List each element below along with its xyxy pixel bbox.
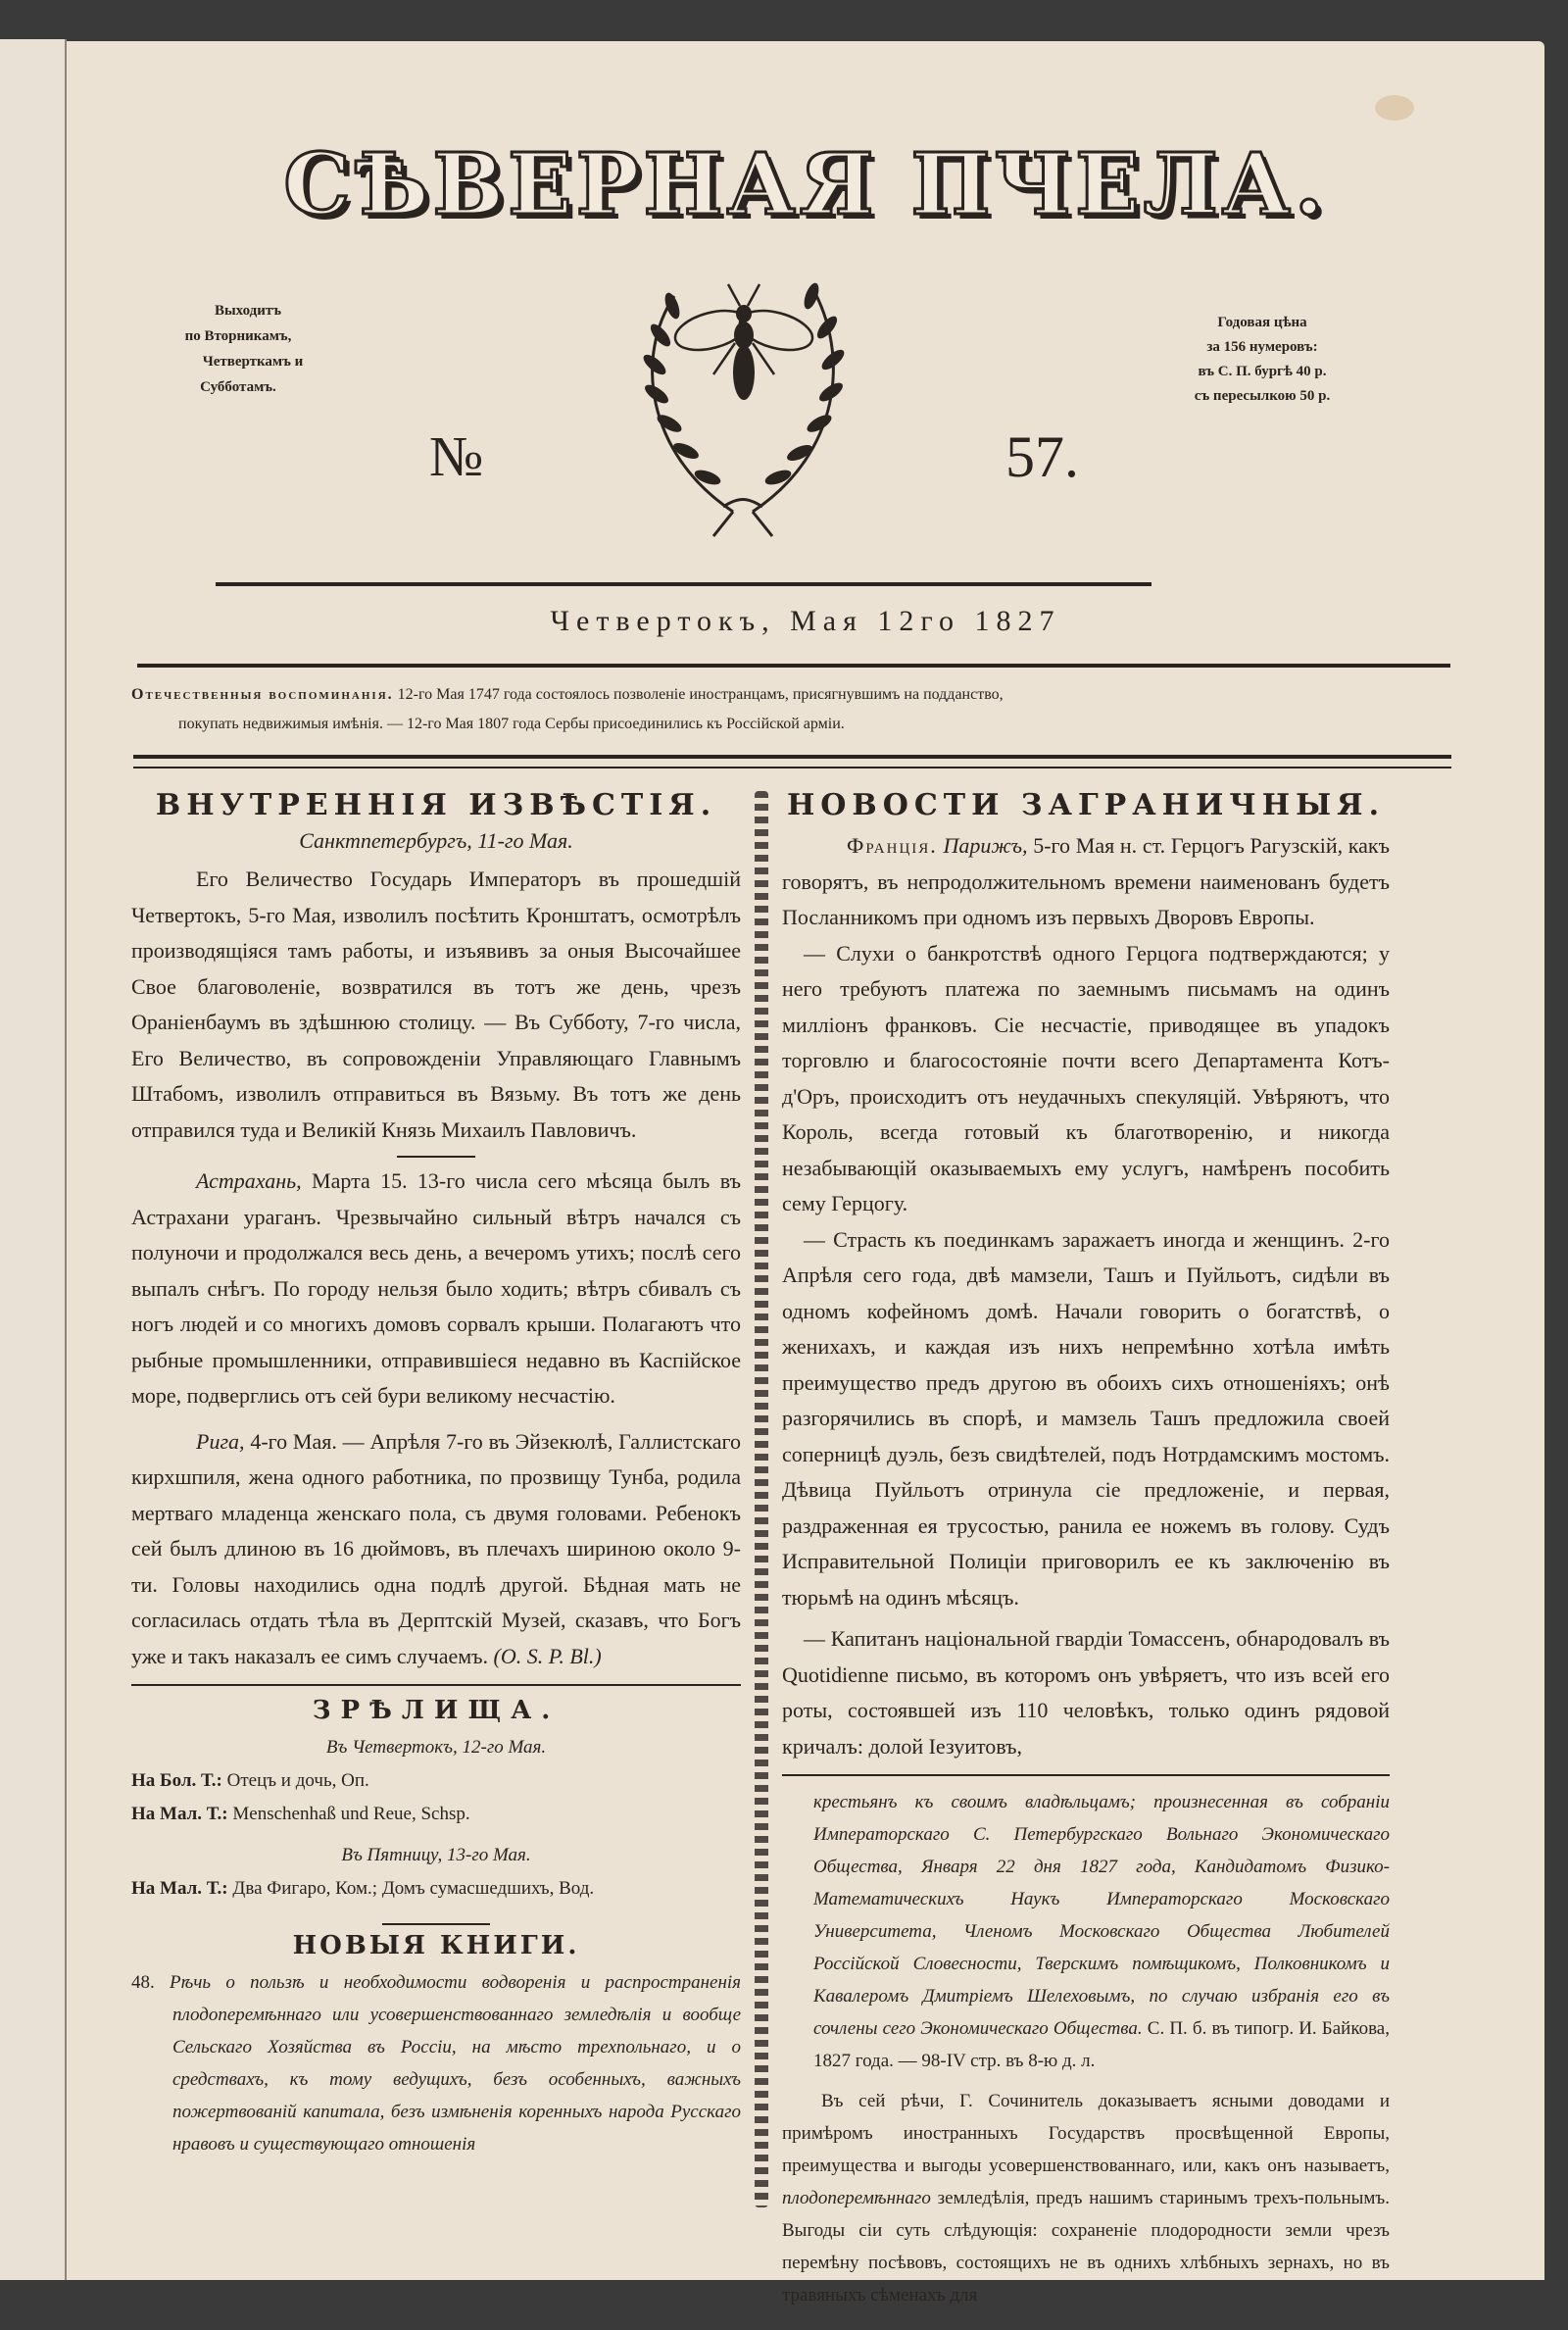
book-entry-title: Рѣчь о пользѣ и необходимости водворенія и распространенія плодоперемѣннаго или усовершенствованнаго земледѣлія и вообще Сельскаго Хозяйства въ Россіи, на мѣсто трехпольнаго, и о средствахъ, къ тому ведущихъ, безъ особенныхъ, важныхъ пожертвованій капитала, безъ измѣненія коренныхъ народа Русскаго нравовъ и существующаго отношенія [170, 1972, 742, 2155]
theatre-venue: На Мал. Т.: [131, 1878, 228, 1899]
book-entry-title: крестьянъ къ своимъ владѣльцамъ; произнесенная въ собраніи Императорскаго С. Петербургскаго Вольнаго Экономическаго Общества, Января 22 дня 1827 года, Кандидатомъ Физико-Математическихъ Наукъ Императорскаго Московскаго Университета, Членомъ Московскаго Общества Любителей Россійской Словесности, Тверскимъ помѣщикомъ, Полковникомъ и Кавалеромъ Дмитріемъ Шелеховымъ, по случаю избранія его въ сочлены сего Экономическаго Общества. [813, 1792, 1390, 2039]
article-text: 5-го Мая н. ст. Герцогъ Рагузскій, какъ говорятъ, въ непродолжительномъ времени наименованъ будетъ Посланникомъ при одномъ изъ первыхъ Дворовъ Европы. [782, 833, 1390, 929]
price-line: въ С. П. бургѣ 40 р. [1198, 364, 1327, 379]
article-paragraph: — Слухи о банкротствѣ одного Герцога подтверждаются; у него требуютъ платежа по заемнымъ письмамъ на одинъ милліонъ франковъ. Сіе несчастіе, приводящее въ упадокъ торговлю и благосостояніе почти всего Департамента Котъ-д'Оръ, происходитъ отъ неудачныхъ спекуляцій. Увѣряютъ, что Король, всегда готовый къ благотворенію, и никогда незабывающій оказываемыхъ ему услугъ, намѣренъ пособить сему Герцогу. [782, 940, 1390, 1215]
book-review [782, 2085, 1390, 2311]
section-separator [382, 1923, 490, 1925]
dateline-rule [137, 664, 1450, 668]
schedule-line: Субботамъ. [200, 379, 276, 395]
theatre-venue: На Мал. Т.: [131, 1804, 228, 1824]
price-line: за 156 нумеровъ: [1206, 339, 1318, 355]
newspaper-page [67, 41, 1544, 2305]
paper-stain [1375, 95, 1414, 121]
section-rule [131, 1684, 741, 1686]
anniversaries-line1: 12-го Мая 1747 года состоялось позволеніе иностранцамъ, присягнувшимъ на подданство, [397, 686, 1004, 703]
anniversaries-label: Отечественныя воспоминанія. [131, 686, 394, 703]
new-books-heading: НОВЫЯ КНИГИ. [292, 1931, 580, 1960]
theatre-plays: Отецъ и дочь, Оп. [226, 1770, 369, 1791]
schedule-line: Четверткамъ и [202, 354, 304, 370]
article-place: Рига, [196, 1428, 245, 1454]
article-paragraph: Его Величество Государь Императоръ въ прошедшій Четвертокъ, 5-го Мая, изволилъ посѣтить Кронштатъ, осмотрѣлъ производящіяся тамъ работы, и изъявивъ за оныя Высочайшее Свое благоволеніе, возвратился въ тотъ же день, чрезъ Ораніенбаумъ въ здѣшнюю столицу. — Въ Субботу, 7-го числа, Его Величество, въ сопровожденіи Управляющаго Главнымъ Штабомъ, изволилъ отправиться въ Вязьму. Въ тотъ же день отправился туда и Великій Князь Михаилъ Павловичъ. [131, 867, 741, 1142]
article-paragraph [131, 1164, 741, 1414]
column-divider [755, 791, 768, 2207]
numero-sign: № [429, 424, 484, 488]
article-text: 4-го Мая. — Апрѣля 7-го въ Эйзекюлѣ, Галлистскаго кирхшпиля, жена одного работника, по прозвищу Тунба, родила мертваго младенца женскаго пола, съ двумя головами. Ребенокъ сей былъ длиною въ 16 дюймовъ, въ плечахъ шириною около 9-ти. Головы находились одна подлѣ другой. Бѣдная мать не согласилась отдать тѣла въ Дерптскій Музей, сказавъ, что Богъ уже и такъ наказалъ ее симъ случаемъ. [131, 1428, 741, 1668]
section-rule [782, 1774, 1390, 1776]
price-line: Годовая цѣна [1217, 315, 1307, 330]
review-text: Въ сей рѣчи, Г. Сочинитель доказываетъ ясными доводами и примѣромъ иностранныхъ Государствъ просвѣщенной Европы, преимущества и выгоды усовершенствованнаго, или, какъ онъ называетъ, [782, 2091, 1390, 2176]
schedule-line: по Вторникамъ, [184, 328, 292, 344]
masthead-title: СѢВЕРНАЯ ПЧЕЛА. [283, 135, 1328, 234]
article-place: Парижъ, [937, 833, 1028, 858]
theatre-plays: Menschenhaß und Reue, Schsp. [232, 1804, 470, 1824]
book-entry [131, 1966, 741, 2160]
adjacent-page-edge [0, 39, 67, 2280]
theatre-listing [131, 1798, 741, 1831]
bee-wreath-icon [576, 267, 909, 541]
review-term: плодоперемѣннаго [782, 2188, 931, 2208]
article-country: Франція. [847, 833, 938, 858]
theatre-listing [131, 1764, 741, 1798]
issue-number: 57. [1005, 424, 1079, 489]
theatre-plays: Два Фигаро, Ком.; Домъ сумасшедшихъ, Вод. [232, 1878, 595, 1899]
article-paragraph [782, 828, 1390, 936]
price-line: съ пересылкою 50 р. [1194, 388, 1331, 404]
article-paragraph: — Капитанъ національной гвардіи Томассенъ, обнародовалъ въ Quotidienne письмо, въ которомъ онъ увѣряетъ, что изъ всей его роты, состоявшей изъ 110 человѣкъ, только одинъ рядовой кричалъ: долой Іезуитовъ, [782, 1626, 1390, 1759]
masthead-rule [216, 582, 1152, 586]
schedule-line: Выходитъ [214, 303, 282, 319]
article-paragraph: — Страсть къ поединкамъ заражаетъ иногда и женщинъ. 2-го Апрѣля сего года, двѣ мамзели, Ташъ и Пуйльотъ, сидѣли въ одномъ кофейномъ домѣ. Начали говорить о богатствѣ, о женихахъ, и каждая изъ нихъ непремѣнно хотѣла имѣть преимущество предъ другою въ обоихъ сихъ отношеніяхъ; онѣ разгорячились въ спорѣ, и мамзель Ташъ предложила своей соперницѣ дуэль, безъ свидѣтелей, подъ Нотрдамскимъ мостомъ. Дѣвица Пуйльотъ отринула сіе предложеніе, и первая, раздраженная ея трусостью, ранила ее ножемъ въ голову. Судъ Исправительной Полиціи приговорилъ ее къ заключенію въ тюрьмѣ на одинъ мѣсяцъ. [782, 1226, 1390, 1610]
article-source: (O. S. P. Bl.) [488, 1643, 602, 1668]
article-text: Марта 15. 13-го числа сего мѣсяца былъ въ Астрахани ураганъ. Чрезвычайно сильный вѣтръ начался съ полуночи и продолжался весь день, а вечеромъ утихъ; послѣ сего выпалъ снѣгъ. По городу нельзя было ходить; вѣтръ сбивалъ съ ногъ людей и со многихъ домовъ сорвалъ крыши. Полагаютъ что рыбные промышленники, отправившіеся недавно въ Каспійское море, подверглись отъ сей бури великому несчастію. [131, 1168, 741, 1408]
domestic-news-heading: ВНУТРЕННІЯ ИЗВѢСТІЯ. [155, 788, 717, 822]
anniversaries-line2: покупать недвижимыя имѣнія. — 12-го Мая 1807 года Сербы присоединились къ Россійской арміи. [178, 716, 845, 732]
foreign-news-heading: НОВОСТИ ЗАГРАНИЧНЫЯ. [786, 788, 1386, 822]
article-paragraph [131, 1424, 741, 1675]
dateline: Четвертокъ, Мая 12го 1827 [550, 605, 1061, 637]
book-entry-continued [782, 1786, 1390, 2077]
anniversaries-notice [131, 680, 1449, 739]
publication-schedule [160, 298, 317, 400]
article-place: Астрахань, [196, 1168, 302, 1193]
theatre-venue: На Бол. Т.: [131, 1770, 222, 1791]
section-double-rule [133, 755, 1451, 768]
book-entry-number: 48. [131, 1972, 155, 1993]
right-column [782, 788, 1390, 2330]
subscription-price [1154, 311, 1370, 409]
book-imprint: С. П. б. въ типогр. И. Байкова, 1827 года. — 98-IV стр. въ 8-ю д. л. [813, 2018, 1390, 2071]
article-separator [397, 1156, 475, 1158]
theatre-heading: ЗРѢЛИЩА. [312, 1696, 561, 1725]
theatre-day: Въ Пятницу, 13-го Мая. [341, 1845, 531, 1865]
review-text: земледѣлія, предъ нашимъ старинымъ трехъ-польнымъ. Выгоды сіи суть слѣдующія: сохраненіе плодородности земли чрезъ перемѣну посѣвовъ, состоящихъ не въ однихъ хлѣбныхъ зернахъ, но въ травяныхъ сѣменахъ для [782, 2188, 1390, 2305]
domestic-news-dateline: Санктпетербургъ, 11-го Мая. [299, 828, 573, 853]
theatre-listing [131, 1872, 741, 1906]
left-column [131, 788, 741, 2160]
theatre-day: Въ Четвертокъ, 12-го Мая. [325, 1737, 547, 1758]
